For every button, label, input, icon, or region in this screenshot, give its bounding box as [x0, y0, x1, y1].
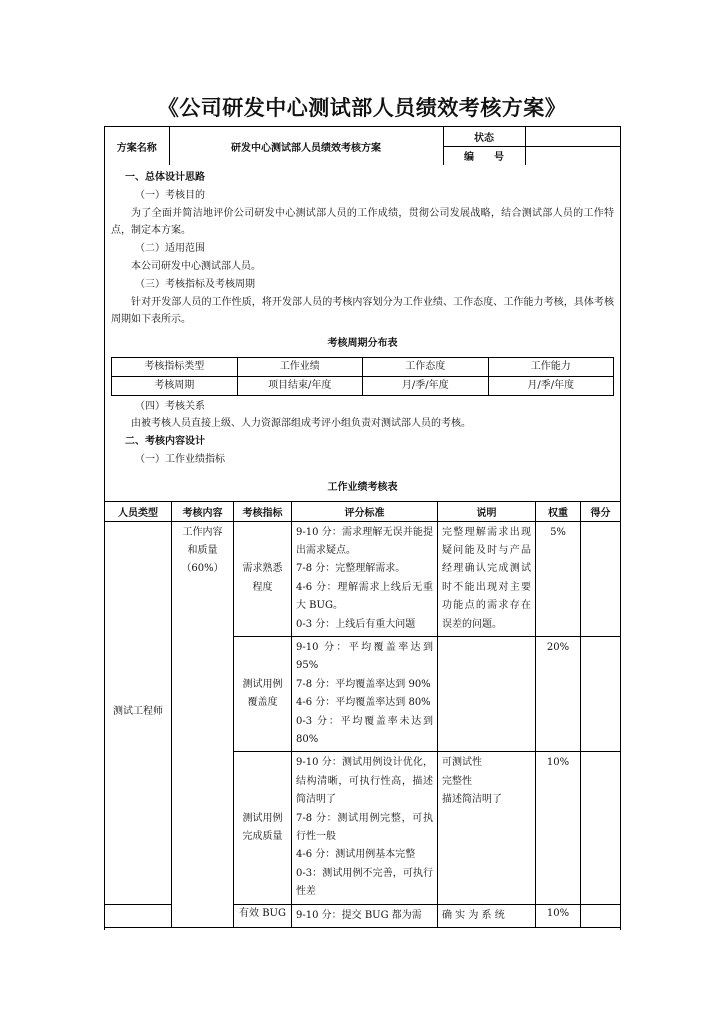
criteria-line: 7-8 分：完整理解需求。 — [296, 563, 406, 575]
number-label: 编 号 — [443, 146, 525, 165]
note-line: 完整性 — [442, 775, 472, 787]
weight-cell: 10% — [536, 904, 581, 927]
criteria-cell — [292, 636, 438, 751]
performance-table — [104, 501, 621, 929]
column-header: 人员类型 — [105, 501, 172, 521]
column-header: 评分标准 — [292, 501, 438, 521]
score-cell — [581, 636, 621, 751]
score-cell — [581, 752, 621, 904]
criteria-cell — [292, 521, 438, 636]
column-header: 考核指标 — [234, 501, 292, 521]
subsection-heading: （三）考核指标及考核周期 — [135, 278, 255, 290]
paragraph: 针对开发部人员的工作性质，将开发部人员的考核内容划分为工作业绩、工作态度、工作能力考核，具体考核周期如下表所示。 — [111, 296, 614, 326]
indicator-cell: 需求熟悉程度 — [234, 521, 292, 636]
table-cell: 考核周期 — [112, 376, 238, 395]
weight-cell: 10% — [536, 752, 581, 904]
note-cell — [438, 752, 536, 904]
column-header: 权重 — [536, 501, 581, 521]
weight-cell: 20% — [536, 636, 581, 751]
content-line: 工作内容 — [182, 526, 223, 538]
table-row — [112, 357, 614, 376]
note-cell — [438, 636, 536, 751]
table-cell: 工作业绩 — [237, 357, 363, 376]
table-cell: 考核指标类型 — [112, 357, 238, 376]
paragraph: 为了全面并简洁地评价公司研发中心测试部人员的工作成绩，贯彻公司发展战略，结合测试部人员的工作特点，制定本方案。 — [111, 207, 614, 237]
subsection-heading: （二）适用范围 — [135, 243, 205, 255]
column-header: 考核内容 — [172, 501, 234, 521]
note-cell: 确 实 为 系 统 — [438, 904, 536, 927]
subsection-heading: （四）考核关系 — [135, 400, 205, 412]
plan-header-table — [105, 127, 620, 165]
criteria-line: 9-10 分：平均覆盖率达到95% — [296, 641, 433, 672]
paragraph: 本公司研发中心测试部人员。 — [131, 260, 261, 272]
section-heading: 二、考核内容设计 — [125, 436, 205, 448]
criteria-line: 0-3 分：平均覆盖率未达到80% — [296, 715, 433, 746]
indicator-cell: 测试用例完成质量 — [234, 752, 292, 904]
indicator-cell: 有效 BUG — [234, 904, 292, 927]
status-label: 状态 — [443, 127, 525, 146]
content-line: （60%） — [181, 563, 224, 575]
table-row — [112, 376, 614, 395]
person-type-cell: 测试工程师 — [105, 521, 172, 904]
table-cell: 工作态度 — [363, 357, 489, 376]
criteria-cell — [292, 904, 438, 927]
note-line: 可测试性 — [442, 757, 482, 769]
criteria-line: 4-6 分：理解需求上线后无重大 BUG。 — [296, 581, 433, 612]
number-value — [525, 146, 620, 165]
note-line: 描述简洁明了 — [442, 794, 502, 806]
column-header: 说明 — [438, 501, 536, 521]
criteria-line: 0-3 分：上线后有重大问题 — [296, 618, 416, 630]
content-line: 和质量 — [187, 544, 218, 556]
section-heading: 一、总体设计思路 — [125, 172, 205, 183]
plan-name-label: 方案名称 — [105, 127, 169, 165]
document-title: 《公司研发中心测试部人员绩效考核方案》 — [157, 95, 567, 120]
criteria-line: 7-8 分：测试用例完整，可执行性一般 — [296, 812, 433, 843]
note-cell: 完整理解需求出现疑问能及时与产品经理确认完成测试时不能出现对主要功能点的需求存在误差的问题。 — [438, 521, 536, 636]
table-cell: 月/季/年度 — [488, 376, 614, 395]
criteria-line: 7-8 分：平均覆盖率达到 90% — [296, 678, 431, 690]
criteria-line: 0-3：测试用例不完善，可执行性差 — [296, 867, 433, 898]
criteria-line: 9-10 分：测试用例设计优化，结构清晰，可执行性高，描述简洁明了 — [296, 757, 433, 806]
table-cell: 工作能力 — [488, 357, 614, 376]
table-row — [105, 521, 621, 636]
cycle-table-caption: 考核周期分布表 — [327, 338, 398, 350]
criteria-line: 9-10 分：提交 BUG 都为需 — [296, 909, 422, 921]
indicator-cell: 测试用例覆盖度 — [234, 636, 292, 751]
status-value — [525, 127, 620, 146]
document-frame — [104, 126, 621, 930]
table-header-row — [105, 501, 621, 521]
weight-cell: 5% — [536, 521, 581, 636]
table-cell: 月/季/年度 — [363, 376, 489, 395]
subsection-heading: （一）工作业绩指标 — [135, 453, 225, 465]
cycle-table — [111, 357, 614, 396]
criteria-line: 9-10 分：需求理解无误并能提出需求疑点。 — [296, 526, 433, 556]
criteria-line: 4-6 分：平均覆盖率达到 80% — [296, 697, 431, 709]
content-cell — [172, 521, 234, 928]
table-cell: 项目结束/年度 — [237, 376, 363, 395]
score-cell — [581, 904, 621, 927]
person-type-cell — [105, 904, 172, 927]
column-header: 得分 — [581, 501, 621, 521]
plan-name-value: 研发中心测试部人员绩效考核方案 — [169, 127, 443, 165]
perf-table-caption: 工作业绩考核表 — [327, 481, 398, 493]
paragraph: 由被考核人员直接上级、人力资源部组成考评小组负责对测试部人员的考核。 — [131, 418, 471, 430]
score-cell — [581, 521, 621, 636]
document-body — [105, 165, 620, 497]
criteria-line: 4-6 分：测试用例基本完整 — [296, 849, 416, 861]
criteria-cell — [292, 752, 438, 904]
subsection-heading: （一）考核目的 — [135, 189, 205, 201]
